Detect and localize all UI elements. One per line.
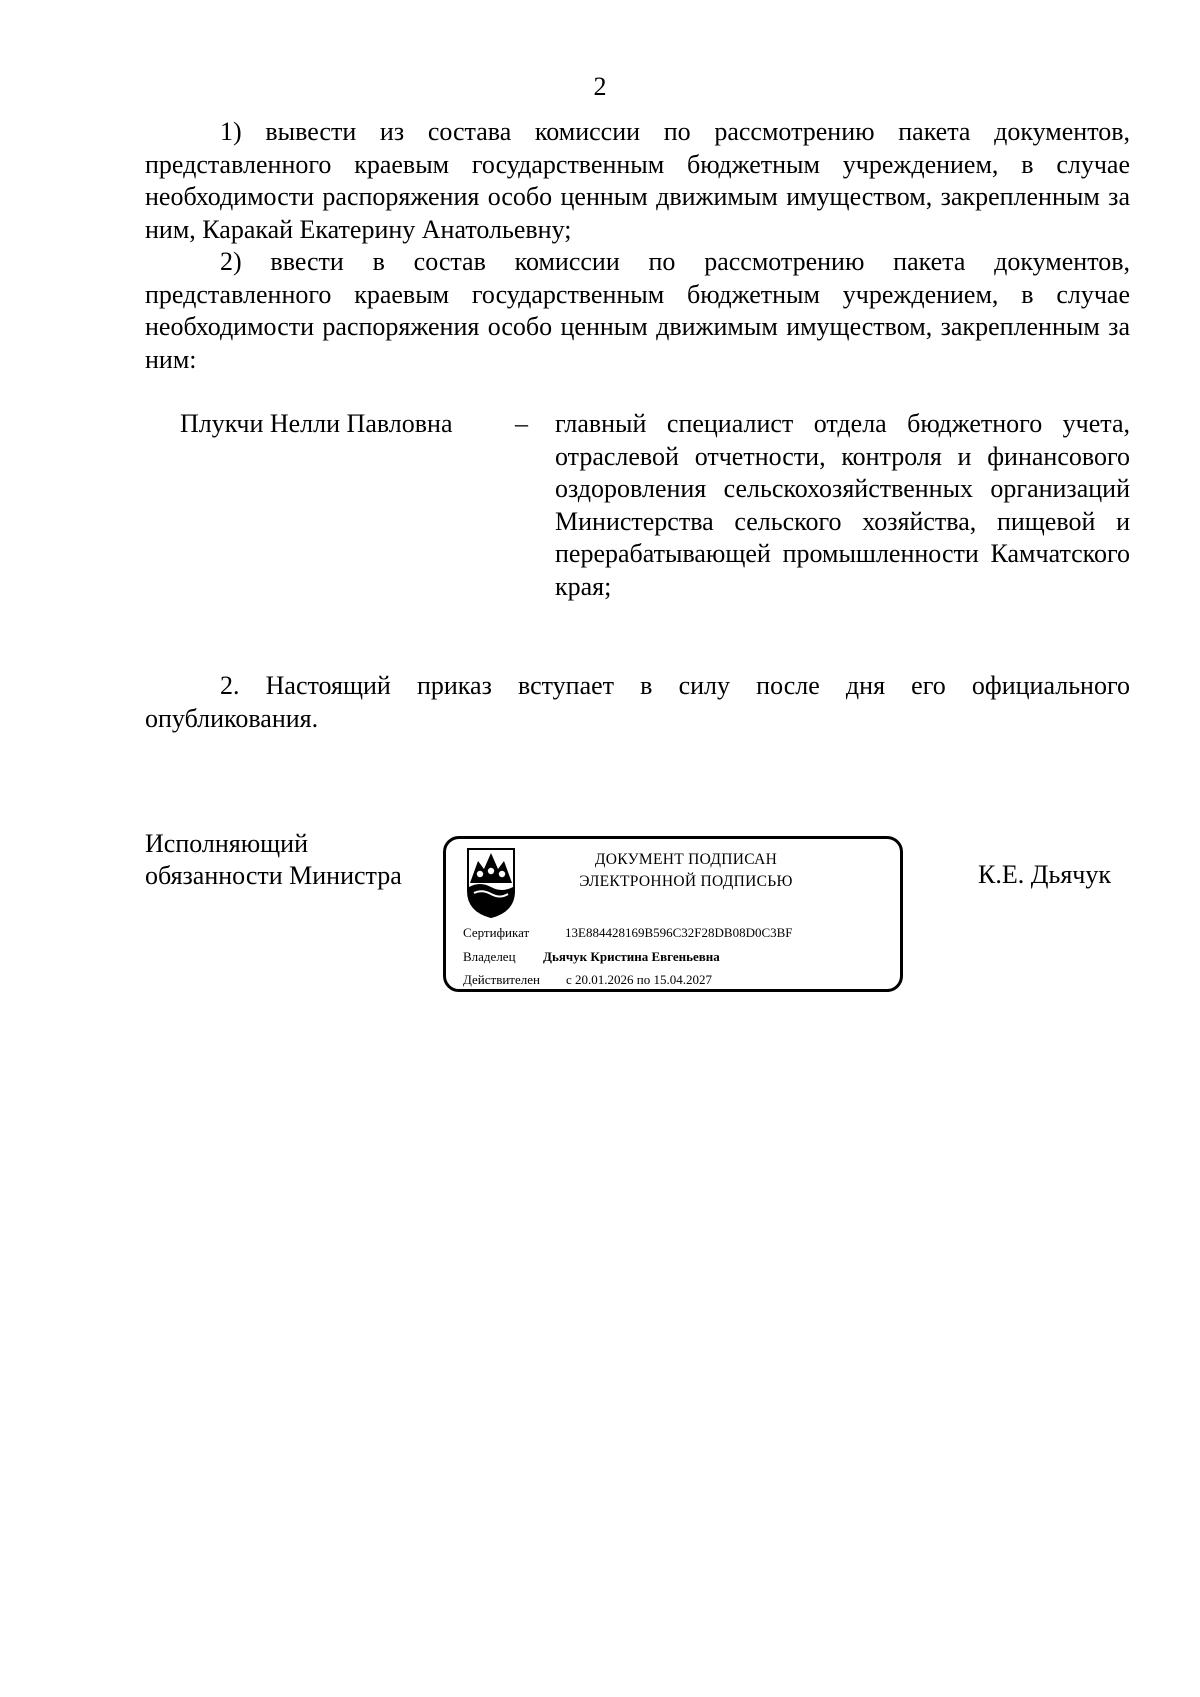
electronic-signature-stamp	[443, 836, 903, 992]
stamp-validity-label: Действителен	[463, 972, 540, 987]
stamp-validity-row	[463, 972, 712, 988]
stamp-certificate-label: Сертификат	[463, 925, 530, 940]
page-number: 2	[593, 72, 607, 101]
signer-title-line1: Исполняющий	[145, 829, 309, 858]
signer-name: К.Е. Дьячук	[978, 860, 1111, 889]
stamp-owner-label: Владелец	[463, 949, 516, 964]
stamp-owner-value: Дьячук Кристина Евгеньевна	[543, 949, 720, 964]
member-name: Плукчи Нелли Павловна	[180, 409, 453, 438]
paragraph-remove-member: 1) вывести из состава комиссии по рассмотрению пакета документов, представленного краевым государственным бюджетным учреждением, в случае необходимости распоряжения особо ценным движимым имуществом, закрепленным за ним, Каракай Екатерину Анатольевну;	[145, 117, 1130, 244]
stamp-validity-value: с 20.01.2026 по 15.04.2027	[566, 972, 712, 987]
stamp-owner-row	[463, 949, 720, 965]
kamchatka-coat-of-arms-icon	[466, 847, 516, 919]
member-dash: –	[515, 409, 528, 438]
paragraph-effective-date: 2. Настоящий приказ вступает в силу после дня его официального опубликования.	[145, 671, 1130, 733]
signer-title	[145, 828, 402, 892]
stamp-certificate-row	[463, 925, 793, 941]
stamp-header	[546, 849, 826, 893]
member-position: главный специалист отдела бюджетного учета, отраслевой отчетности, контроля и финансового оздоровления сельскохозяйственных организаций Министерства сельского хозяйства, пищевой и перерабатывающей промышленности Камчатского края;	[555, 409, 1130, 601]
paragraph-add-member: 2) ввести в состав комиссии по рассмотрению пакета документов, представленного краевым государственным бюджетным учреждением, в случае необходимости распоряжения особо ценным движимым имуществом, закрепленным за ним:	[145, 247, 1130, 374]
stamp-certificate-value: 13E884428169B596C32F28DB08D0C3BF	[565, 925, 793, 940]
signer-title-line2: обязанности Министра	[145, 861, 402, 890]
stamp-header-line1: ДОКУМЕНТ ПОДПИСАН	[594, 851, 778, 868]
stamp-header-line2: ЭЛЕКТРОННОЙ ПОДПИСЬЮ	[579, 873, 793, 890]
